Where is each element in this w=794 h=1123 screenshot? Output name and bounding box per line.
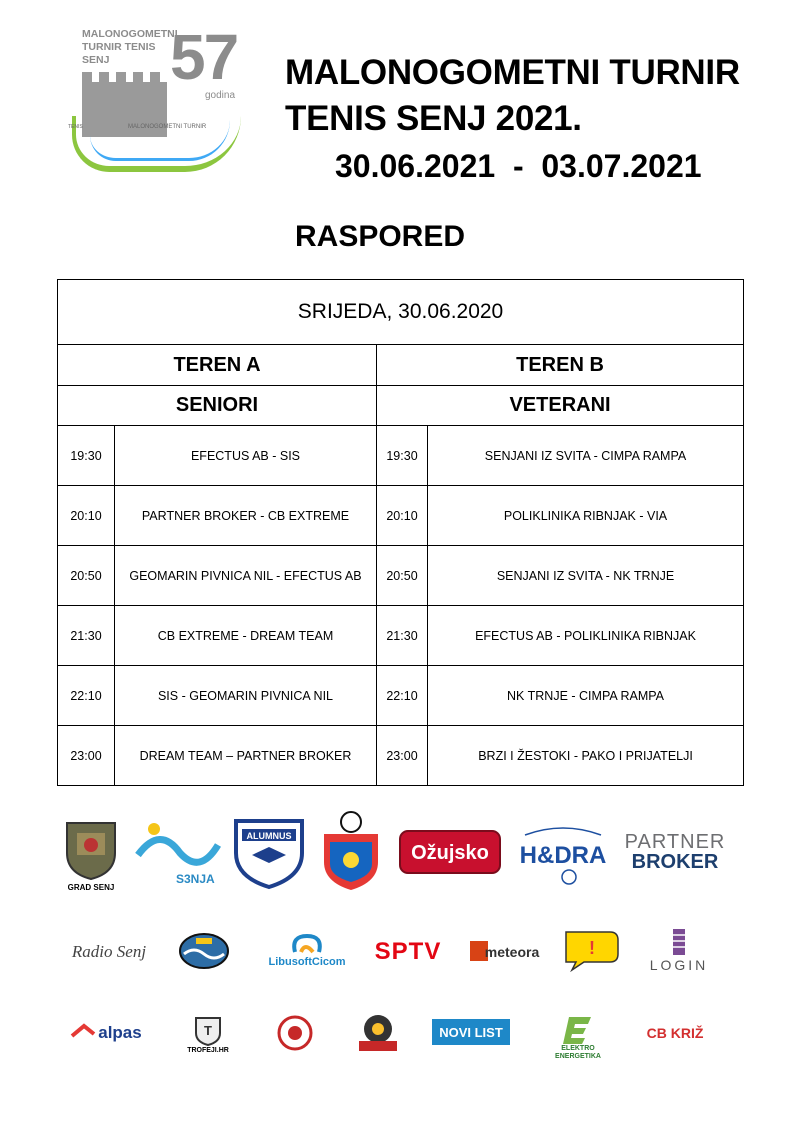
tournament-logo bbox=[60, 20, 250, 165]
tz-senj-label: S3NJA bbox=[176, 872, 215, 886]
match-b: SENJANI IZ SVITA - CIMPA RAMPA bbox=[428, 426, 744, 486]
sptv-logo bbox=[372, 937, 444, 967]
logo-text: MALONOGOMETNI TURNIR TENIS SENJ bbox=[82, 28, 178, 66]
match-time-a: 19:30 bbox=[58, 426, 115, 486]
harbor-logo bbox=[178, 932, 230, 970]
football-club-logo bbox=[276, 1014, 314, 1052]
match-b: POLIKLINIKA RIBNJAK - VIA bbox=[428, 486, 744, 546]
category-seniors: SENIORI bbox=[58, 386, 377, 426]
match-time-a: 23:00 bbox=[58, 726, 115, 786]
match-time-a: 22:10 bbox=[58, 666, 115, 726]
table-row bbox=[58, 666, 744, 726]
schedule-day: SRIJEDA, 30.06.2020 bbox=[58, 280, 744, 345]
table-row bbox=[58, 726, 744, 786]
match-time-b: 21:30 bbox=[377, 606, 428, 666]
table-row bbox=[58, 606, 744, 666]
nk-club-logo bbox=[318, 810, 384, 892]
football-crest-icon bbox=[318, 810, 384, 892]
grad-senj-logo bbox=[60, 815, 122, 895]
match-time-b: 20:50 bbox=[377, 546, 428, 606]
ozujsko-label: Ožujsko bbox=[411, 842, 489, 864]
logo-badge-left: TENIS bbox=[68, 124, 83, 130]
match-b: NK TRNJE - CIMPA RAMPA bbox=[428, 666, 744, 726]
tournament-dates: 30.06.2021 - 03.07.2021 bbox=[335, 148, 702, 184]
partner-label: PARTNER bbox=[624, 831, 726, 853]
match-a: GEOMARIN PIVNICA NIL - EFECTUS AB bbox=[115, 546, 377, 606]
ball-crest-icon bbox=[353, 1011, 403, 1057]
match-a: CB EXTREME - DREAM TEAM bbox=[115, 606, 377, 666]
novi-list-logo bbox=[432, 1019, 510, 1045]
hidra-icon bbox=[515, 825, 611, 887]
partner-broker-logo bbox=[620, 830, 730, 874]
match-a: PARTNER BROKER - CB EXTREME bbox=[115, 486, 377, 546]
tz-senj-logo bbox=[130, 815, 222, 890]
meteora-icon bbox=[468, 935, 540, 967]
coat-of-arms-icon bbox=[63, 819, 119, 881]
schedule-table bbox=[57, 279, 744, 786]
match-time-a: 20:50 bbox=[58, 546, 115, 606]
sptv-label: SPTV bbox=[374, 938, 442, 965]
grad-senj-label: GRAD SENJ bbox=[67, 882, 115, 892]
table-row bbox=[58, 486, 744, 546]
ozujsko-logo bbox=[398, 827, 502, 877]
shield-icon bbox=[232, 815, 306, 891]
match-a: DREAM TEAM – PARTNER BROKER bbox=[115, 726, 377, 786]
category-veterans: VETERANI bbox=[377, 386, 744, 426]
cb-kriz-label: CB KRIŽ bbox=[646, 1025, 704, 1041]
speech-bubble-icon bbox=[560, 928, 624, 972]
libusoft-logo bbox=[262, 928, 352, 972]
radio-senj-label: Radio Senj bbox=[71, 942, 147, 961]
match-time-b: 22:10 bbox=[377, 666, 428, 726]
logo-years-label: godina bbox=[205, 90, 236, 101]
logo-badge-bottom: MALONOGOMETNI TURNIR bbox=[128, 124, 207, 130]
court-a-header: TEREN A bbox=[58, 345, 377, 386]
ozujsko-badge-icon bbox=[398, 827, 502, 877]
match-a: SIS - GEOMARIN PIVNICA NIL bbox=[115, 666, 377, 726]
match-b: EFECTUS AB - POLIKLINIKA RIBNJAK bbox=[428, 606, 744, 666]
meteora-logo bbox=[468, 935, 540, 967]
match-b: SENJANI IZ SVITA - NK TRNJE bbox=[428, 546, 744, 606]
radio-senj-logo bbox=[64, 935, 154, 969]
table-row bbox=[58, 426, 744, 486]
libusoft-label: LibusoftCicom bbox=[268, 956, 346, 968]
alpas-label: alpas bbox=[98, 1023, 142, 1042]
speech-bubble-logo bbox=[560, 928, 624, 972]
trofeji-logo bbox=[183, 1010, 233, 1058]
alpas-logo bbox=[70, 1018, 150, 1048]
match-time-a: 21:30 bbox=[58, 606, 115, 666]
login-bars-icon bbox=[671, 927, 687, 957]
elektro-energetika-logo bbox=[550, 1010, 606, 1066]
page-title: MALONOGOMETNI TURNIR TENIS SENJ 2021. bbox=[285, 53, 740, 138]
libusoft-swirl-icon bbox=[287, 932, 327, 956]
schedule-heading: RASPORED bbox=[295, 220, 466, 253]
alumnus-logo bbox=[232, 815, 306, 891]
match-time-b: 23:00 bbox=[377, 726, 428, 786]
wave-badge-icon bbox=[178, 932, 230, 970]
table-row bbox=[58, 546, 744, 606]
elektro-label: ELEKTRO ENERGETIKA bbox=[555, 1045, 601, 1060]
wave-icon bbox=[130, 815, 222, 890]
match-time-b: 19:30 bbox=[377, 426, 428, 486]
meteora-label: meteora bbox=[484, 944, 540, 960]
match-time-b: 20:10 bbox=[377, 486, 428, 546]
broker-label: BROKER bbox=[631, 851, 719, 873]
match-b: BRZI I ŽESTOKI - PAKO I PRIJATELJI bbox=[428, 726, 744, 786]
trofeji-label: TROFEJI.HR bbox=[187, 1046, 229, 1054]
login-label: LOGIN bbox=[649, 957, 709, 973]
court-b-header: TEREN B bbox=[377, 345, 744, 386]
svg-text:!: ! bbox=[589, 938, 595, 958]
alumnus-label: ALUMNUS bbox=[246, 831, 292, 841]
hidra-label: H&DRA bbox=[519, 842, 607, 869]
novi-list-label: NOVI LIST bbox=[439, 1024, 503, 1040]
login-logo bbox=[644, 922, 714, 978]
lightning-e-icon bbox=[561, 1015, 595, 1045]
tournament-badge-logo bbox=[352, 1010, 404, 1058]
football-icon bbox=[277, 1015, 313, 1051]
alpas-icon bbox=[70, 1018, 150, 1048]
logo-years-number: 57 bbox=[170, 21, 238, 93]
match-time-a: 20:10 bbox=[58, 486, 115, 546]
trophy-shield-icon bbox=[193, 1015, 223, 1047]
svg-text:T: T bbox=[204, 1022, 212, 1038]
cb-kriz-logo bbox=[640, 1020, 710, 1046]
hidra-logo bbox=[515, 825, 611, 887]
match-a: EFECTUS AB - SIS bbox=[115, 426, 377, 486]
